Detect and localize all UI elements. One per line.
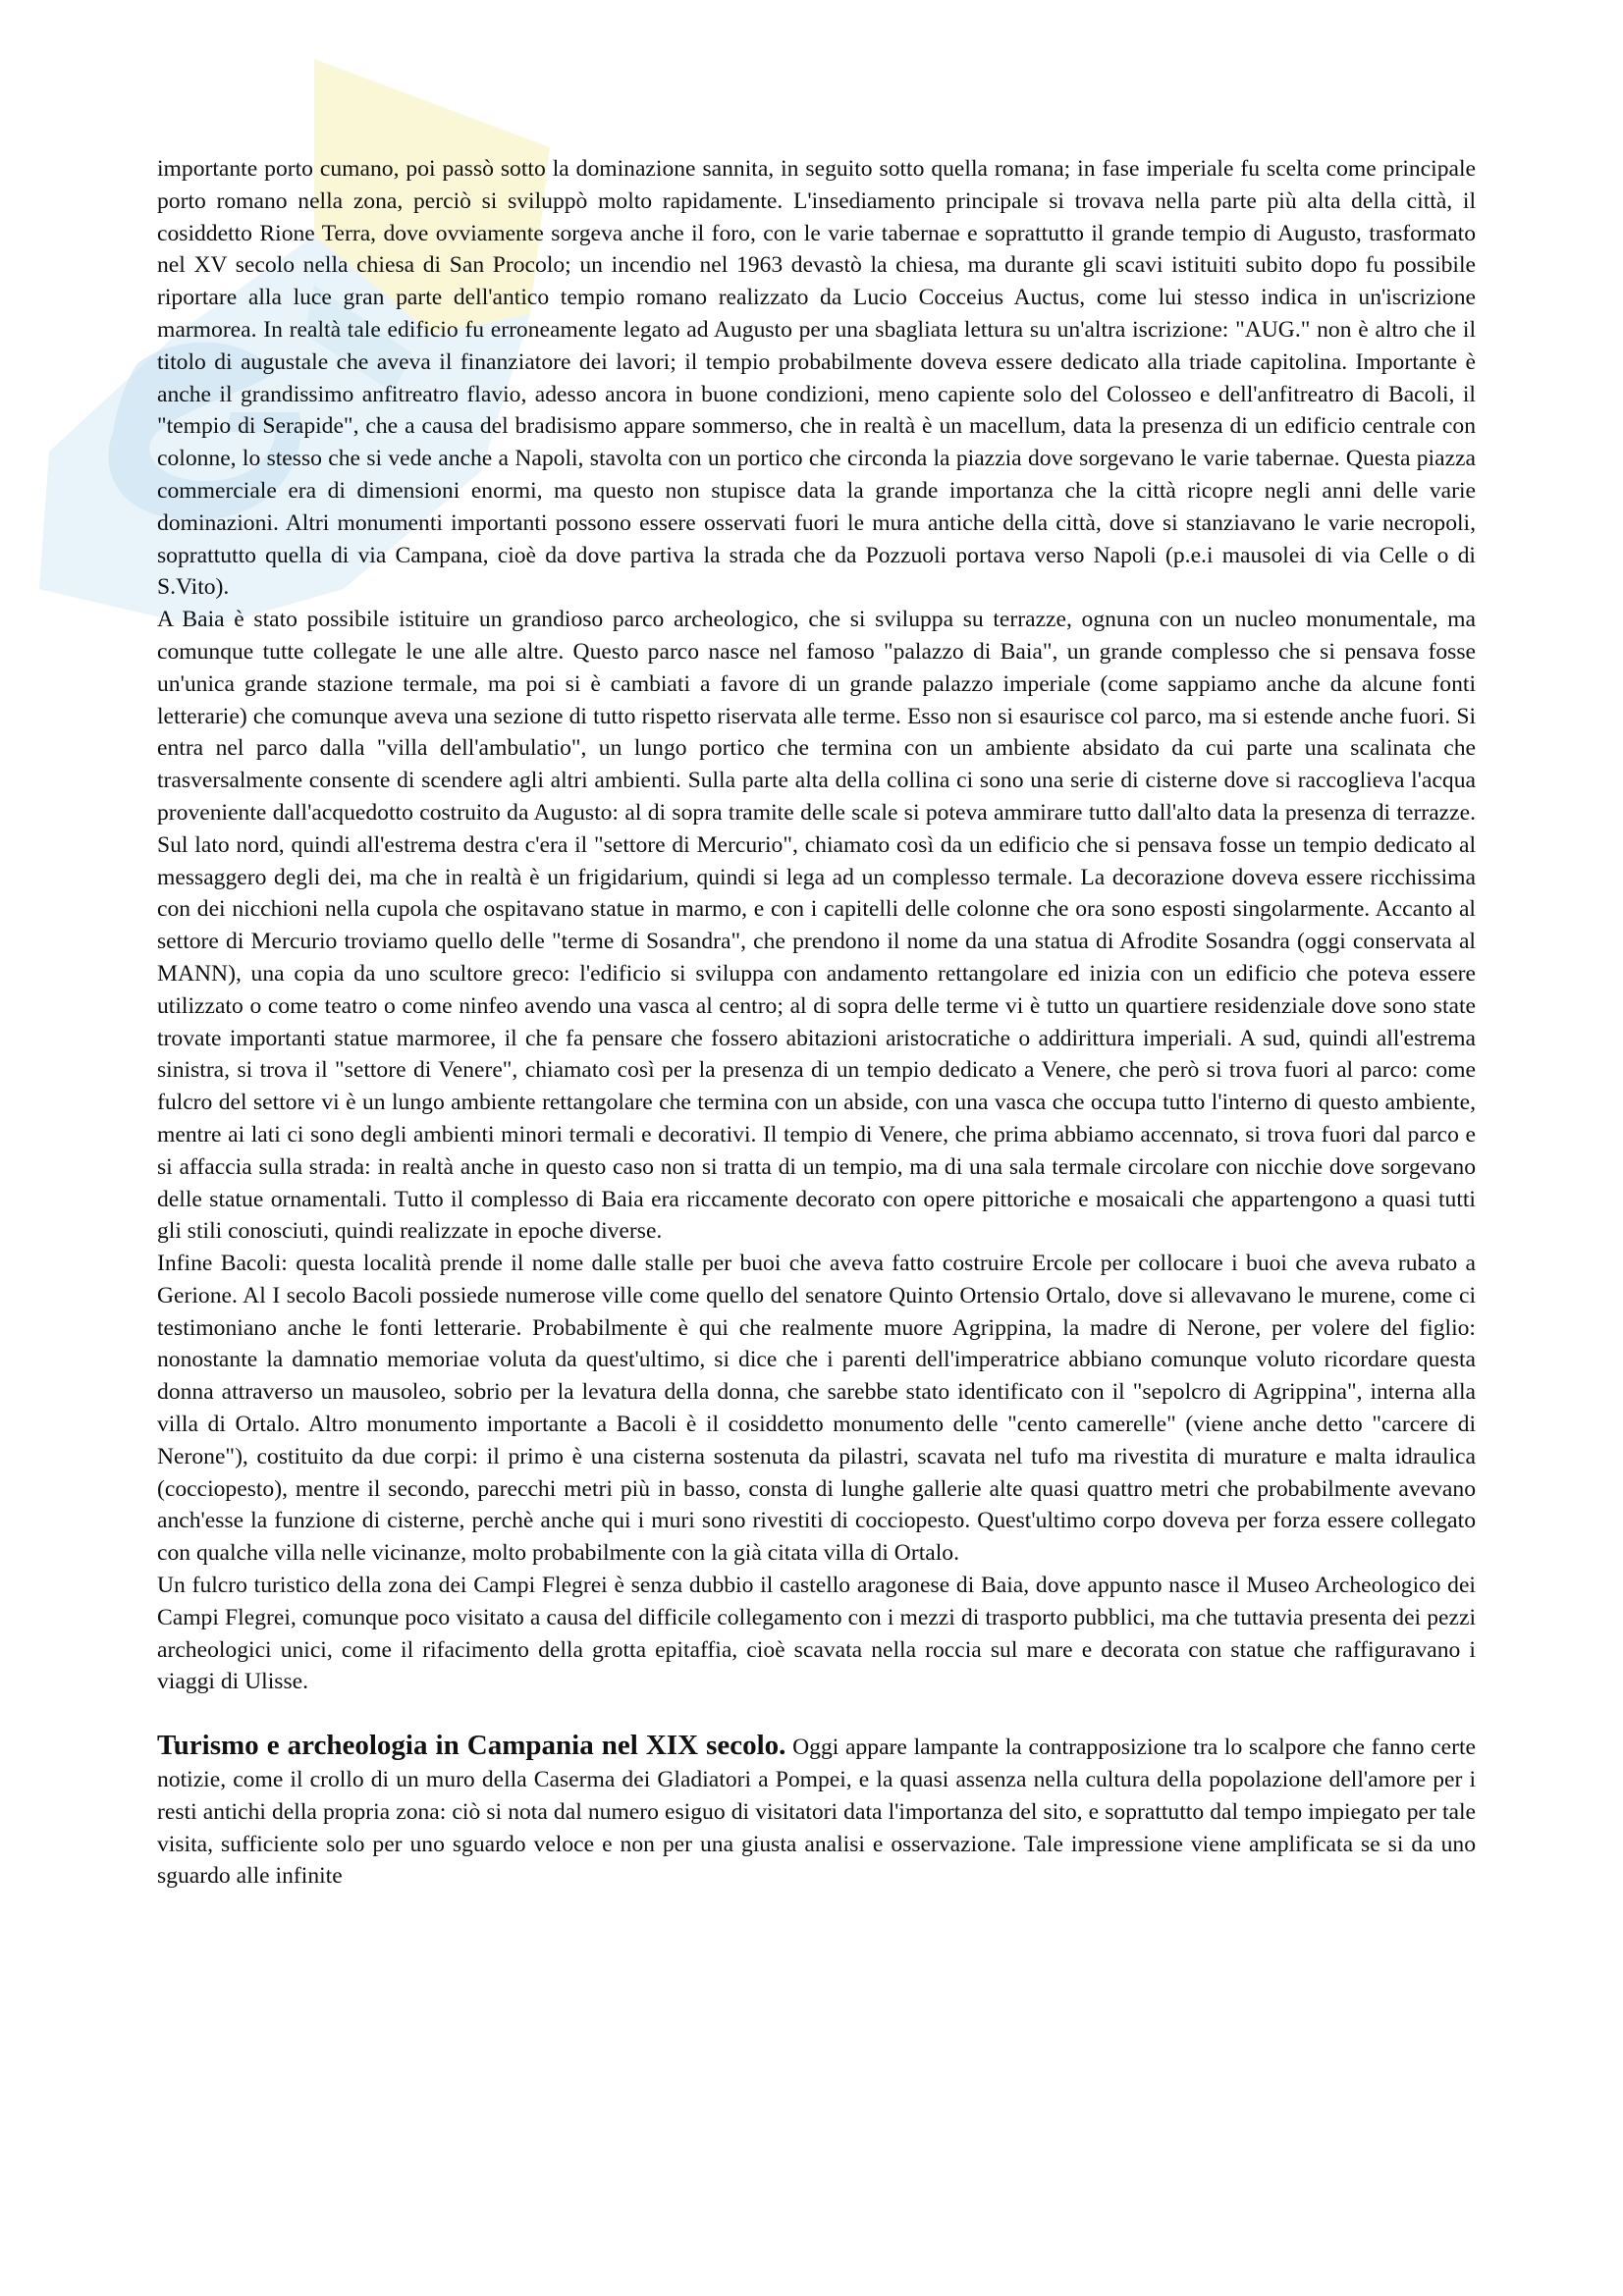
paragraph-castello-baia: Un fulcro turistico della zona dei Campi Flegrei è senza dubbio il castello aragonese di Baia, dove appunto nasce il Museo Archeologico dei Campi Flegrei, comunque poco visitato a causa del difficile collegamento con i mezzi di trasporto pubblici, ma che tuttavia presenta dei pezzi archeologici unici, come il rifacimento della grotta epitaffia, cioè scavata nella roccia sul mare e decorata con statue che raffiguravano i viaggi di Ulisse. [157, 1573, 1476, 1695]
document-body [157, 153, 1476, 1893]
section-turismo [157, 1730, 1476, 1893]
section-heading: Turismo e archeologia in Campania nel XIX secolo. [157, 1730, 786, 1762]
section-text: Oggi appare lampante la contrapposizione tra lo scalpore che fanno certe notizie, come il crollo di un muro della Caserma dei Gladiatori a Pompei, e la quasi assenza nella cultura della popolazione dell'amore per i resti antichi della propria zona: ciò si nota dal numero esiguo di visitatori data l'importanza del sito, e soprattutto dal tempo impiegato per tale visita, sufficiente solo per uno sguardo veloce e non per una giusta analisi e osservazione. Tale impressione viene amplificata se si da uno sguardo alle infinite [157, 1735, 1476, 1890]
paragraph-bacoli: Infine Bacoli: questa località prende il nome dalle stalle per buoi che aveva fatto costruire Ercole per collocare i buoi che aveva rubato a Gerione. Al I secolo Bacoli possiede numerose ville come quello del senatore Quinto Ortensio Ortalo, dove si allevavano le murene, come ci testimoniano anche le fonti letterarie. Probabilmente è qui che realmente muore Agrippina, la madre di Nerone, per volere del figlio: nonostante la damnatio memoriae voluta da quest'ultimo, si dice che i parenti dell'imperatrice abbiano comunque voluto ricordare questa donna attraverso un mausoleo, sobrio per la levatura della donna, che sarebbe stato identificato con il "sepolcro di Agrippina", interna alla villa di Ortalo. Altro monumento importante a Bacoli è il cosiddetto monumento delle "cento camerelle" (viene anche detto "carcere di Nerone"), costituito da due corpi: il primo è una cisterna sostenuta da pilastri, scavata nel tufo ma rivestita di murature e malta idraulica (cocciopesto), mentre il secondo, parecchi metri più in basso, consta di lunghe gallerie alte quasi quattro metri che probabilmente avevano anch'esse la funzione di cisterne, perchè anche qui i muri sono rivestiti di cocciopesto. Quest'ultimo corpo doveva per forza essere collegato con qualche villa nelle vicinanze, molto probabilmente con la già citata villa di Ortalo. [157, 1251, 1476, 1567]
paragraph-baia: A Baia è stato possibile istituire un grandioso parco archeologico, che si sviluppa su terrazze, ognuna con un nucleo monumentale, ma comunque tutte collegate le une alle altre. Questo parco nasce nel famoso "palazzo di Baia", un grande complesso che si pensava fosse un'unica grande stazione termale, ma poi si è cambiati a favore di un grande palazzo imperiale (come sappiamo anche da alcune fonti letterarie) che comunque aveva una sezione di tutto rispetto riservata alle terme. Esso non si esaurisce col parco, ma si estende anche fuori. Si entra nel parco dalla "villa dell'ambulatio", un lungo portico che termina con un ambiente absidato da cui parte una scalinata che trasversalmente consente di scendere agli altri ambienti. Sulla parte alta della collina ci sono una serie di cisterne dove si raccoglieva l'acqua proveniente dall'acquedotto costruito da Augusto: al di sopra tramite delle scale si poteva ammirare tutto dall'alto data la presenza di terrazze. Sul lato nord, quindi all'estrema destra c'era il "settore di Mercurio", chiamato così da un edificio che si pensava fosse un tempio dedicato al messaggero degli dei, ma che in realtà è un frigidarium, quindi si lega ad un complesso termale. La decorazione doveva essere ricchissima con dei nicchioni nella cupola che ospitavano statue in marmo, e con i capitelli delle colonne che ora sono esposti singolarmente. Accanto al settore di Mercurio troviamo quello delle "terme di Sosandra", che prendono il nome da una statua di Afrodite Sosandra (oggi conservata al MANN), una copia da uno scultore greco: l'edificio si sviluppa con andamento rettangolare ed inizia con un edificio che poteva essere utilizzato o come teatro o come ninfeo avendo una vasca al centro; al di sopra delle terme vi è tutto un quartiere residenziale dove sono state trovate importanti statue marmoree, il che fa pensare che fossero abitazioni aristocratiche o addirittura imperiali. A sud, quindi all'estrema sinistra, si trova il "settore di Venere", chiamato così per la presenza di un tempio dedicato a Venere, che però si trova fuori al parco: come fulcro del settore vi è un lungo ambiente rettangolare che termina con un abside, con una vasca che occupa tutto l'interno di questo ambiente, mentre ai lati ci sono degli ambienti minori termali e decorativi. Il tempio di Venere, che prima abbiamo accennato, si trova fuori dal parco e si affaccia sulla strada: in realtà anche in questo caso non si tratta di un tempio, ma di una sala termale circolare con nicchie dove sorgevano delle statue ornamentali. Tutto il complesso di Baia era riccamente decorato con opere pittoriche e mosaicali che appartengono a quasi tutti gli stili conosciuti, quindi realizzate in epoche diverse. [157, 607, 1476, 1245]
paragraph-pozzuoli: importante porto cumano, poi passò sotto la dominazione sannita, in seguito sotto quella romana; in fase imperiale fu scelta come principale porto romano nella zona, perciò si sviluppò molto rapidamente. L'insediamento principale si trovava nella parte più alta della città, il cosiddetto Rione Terra, dove ovviamente sorgeva anche il foro, con le varie tabernae e soprattutto il grande tempio di Augusto, trasformato nel XV secolo nella chiesa di San Procolo; un incendio nel 1963 devastò la chiesa, ma durante gli scavi istituiti subito dopo fu possibile riportare alla luce gran parte dell'antico tempio romano realizzato da Lucio Cocceius Auctus, come lui stesso indica in un'iscrizione marmorea. In realtà tale edificio fu erroneamente legato ad Augusto per una sbagliata lettura su un'altra iscrizione: "AUG." non è altro che il titolo di augustale che aveva il finanziatore dei lavori; il tempio probabilmente doveva essere dedicato alla triade capitolina. Importante è anche il grandissimo anfitreatro flavio, adesso ancora in buone condizioni, meno capiente solo del Colosseo e dell'anfitreatro di Bacoli, il "tempio di Serapide", che a causa del bradisismo appare sommerso, che in realtà è un macellum, data la presenza di un edificio centrale con colonne, lo stesso che si vede anche a Napoli, stavolta con un portico che circonda la piazzia dove sorgevano le varie tabernae. Questa piazza commerciale era di dimensioni enormi, ma questo non stupisce data la grande importanza che la città ricopre negli anni delle varie dominazioni. Altri monumenti importanti possono essere osservati fuori le mura antiche della città, dove si stanziavano le varie necropoli, soprattutto quella di via Campana, cioè da dove partiva la strada che da Pozzuoli portava verso Napoli (p.e.i mausolei di via Celle o di S.Vito). [157, 156, 1476, 601]
